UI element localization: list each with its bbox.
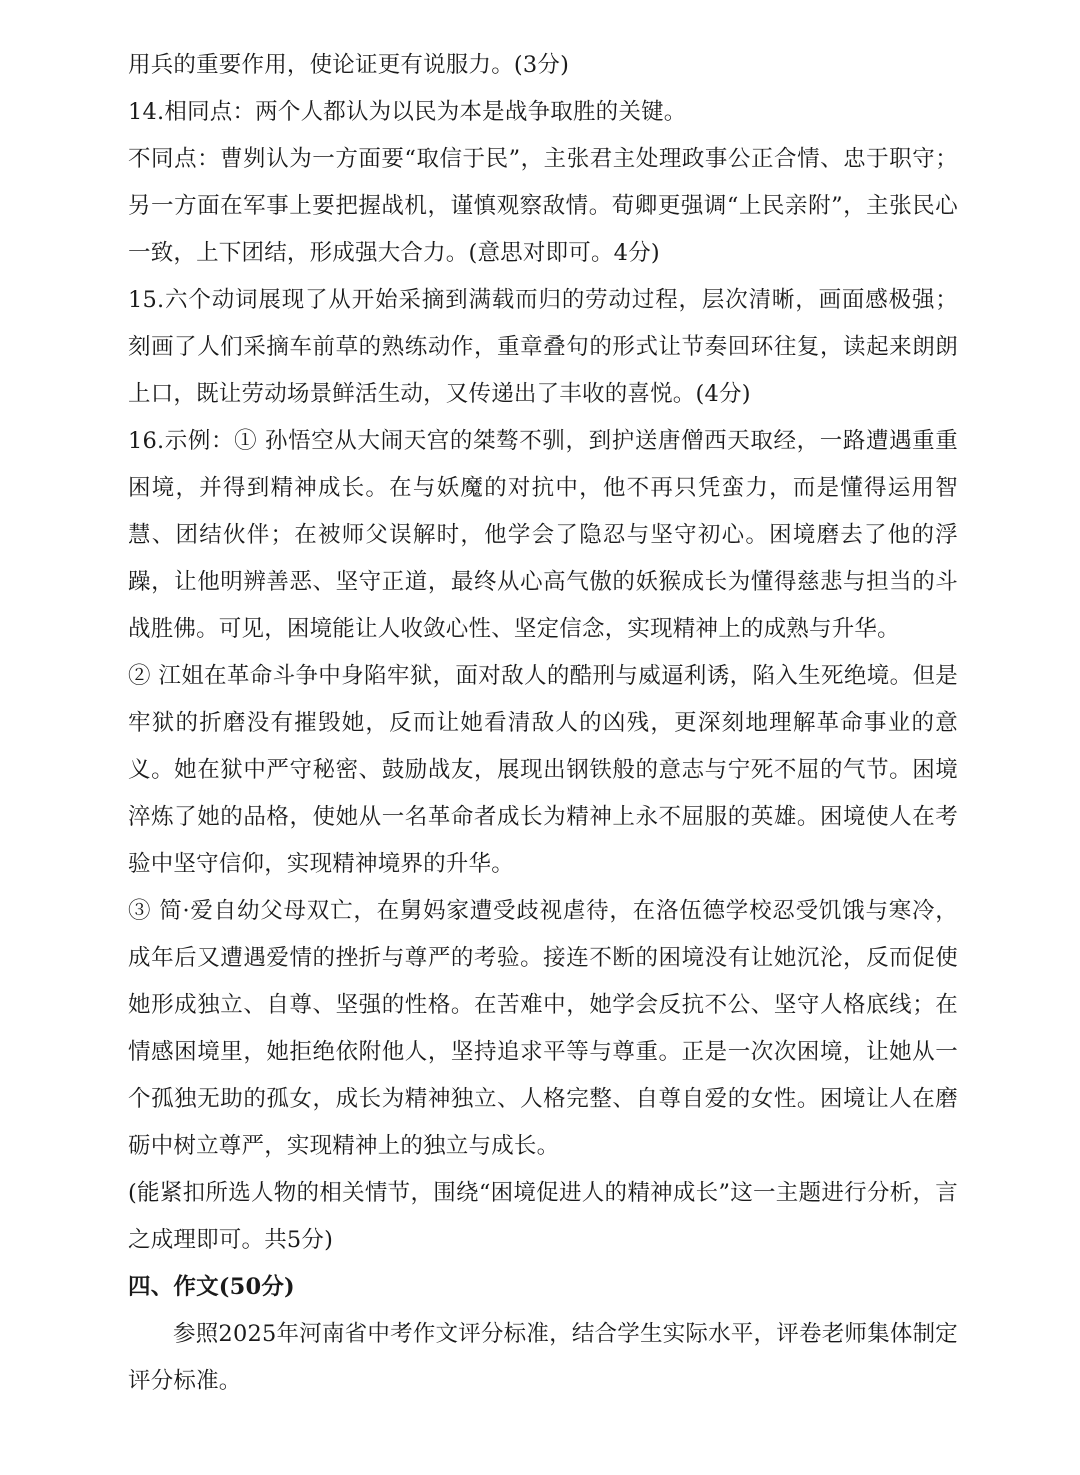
answer-16-example-2: ② 江姐在革命斗争中身陷牢狱，面对敌人的酷刑与威逼利诱，陷入生死绝境。但是牢狱的折磨没有摧毁她，反而让她看清敌人的凶残，更深刻地理解革命事业的意义。她在狱中严守秘密、鼓励战友，展现出钢铁般的意志与宁死不屈的气节。困境淬炼了她的品格，使她从一名革命者成长为精神上永不屈服的英雄。困境使人在考验中坚守信仰，实现精神境界的升华。	[128, 663, 958, 877]
answer-16-example-3: ③ 简·爱自幼父母双亡，在舅妈家遭受歧视虐待，在洛伍德学校忍受饥饿与寒冷，成年后又遭遇爱情的挫折与尊严的考验。接连不断的困境没有让她沉沦，反而促使她形成独立、自尊、坚强的性格。在苦难中，她学会反抗不公、坚守人格底线；在情感困境里，她拒绝依附他人，坚持追求平等与尊重。正是一次次困境，让她从一个孤独无助的孤女，成长为精神独立、人格完整、自尊自爱的女性。困境让人在磨砺中树立尊严，实现精神上的独立与成长。	[128, 898, 958, 1159]
composition-scoring: 参照2025年河南省中考作文评分标准，结合学生实际水平，评卷老师集体制定评分标准。	[128, 1321, 958, 1394]
answer-14-difference: 不同点：曹刿认为一方面要“取信于民”，主张君主处理政事公正合情、忠于职守；另一方面在军事上要把握战机，谨慎观察敌情。荀卿更强调“上民亲附”，主张民心一致，上下团结，形成强大合力。(意思对即可。4分)	[128, 146, 958, 266]
answer-14-similarity: 14.相同点：两个人都认为以民为本是战争取胜的关键。	[128, 99, 687, 125]
answer-16-example-1: 16.示例：① 孙悟空从大闹天宫的桀骜不驯，到护送唐僧西天取经，一路遭遇重重困境，并得到精神成长。在与妖魔的对抗中，他不再只凭蛮力，而是懂得运用智慧、团结伙伴；在被师父误解时，他学会了隐忍与坚守初心。困境磨去了他的浮躁，让他明辨善恶、坚守正道，最终从心高气傲的妖猴成长为懂得慈悲与担当的斗战胜佛。可见，困境能让人收敛心性、坚定信念，实现精神上的成熟与升华。	[128, 428, 958, 642]
answer-16-scoring-note: (能紧扣所选人物的相关情节，围绕“困境促进人的精神成长”这一主题进行分析，言之成理即可。共5分)	[128, 1180, 958, 1253]
answer-text	[128, 42, 958, 1405]
line-13-end: 用兵的重要作用，使论证更有说服力。(3分)	[128, 52, 570, 78]
answer-15: 15.六个动词展现了从开始采摘到满载而归的劳动过程，层次清晰，画面感极强；刻画了人们采摘车前草的熟练动作，重章叠句的形式让节奏回环往复，读起来朗朗上口，既让劳动场景鲜活生动，又传递出了丰收的喜悦。(4分)	[128, 287, 958, 407]
section-heading-composition: 四、作文(50分)	[128, 1274, 295, 1300]
